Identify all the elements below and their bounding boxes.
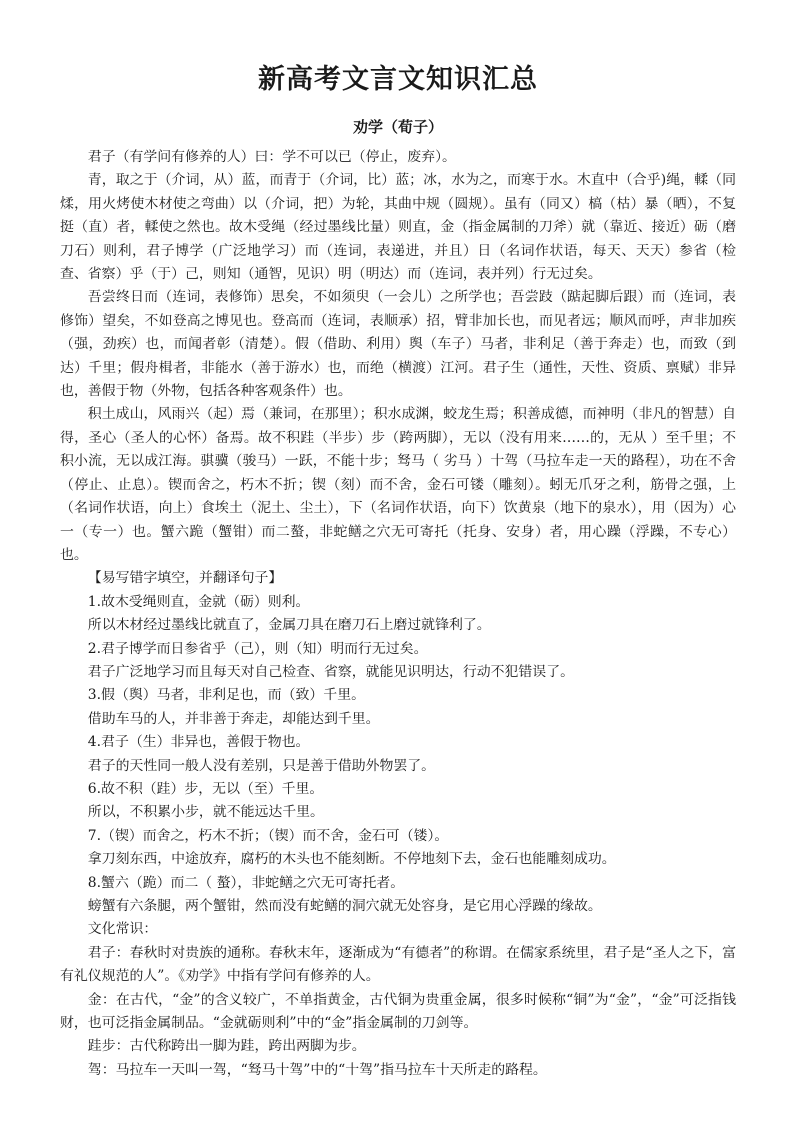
document-title: 新高考文言文知识汇总: [258, 64, 538, 95]
exercise-translation: 拿刀刻东西，中途放弃，腐朽的木头也不能刻断。不停地刻下去，金石也能雕刻成功。: [87, 851, 616, 868]
culture-note: 驾：马拉车一天叫一驾，“驽马十驾”中的“十驾”指马拉车十天所走的路程。: [87, 1061, 547, 1078]
section-subtitle: 劝学（荀子）: [352, 118, 443, 136]
paragraph: 青，取之于（介词，从）蓝，而青于（介词，比）蓝；冰，水为之，而寒于水。木直中（合乎)绳，輮（同煣，用火烤使木材使之弯曲）以（介词，把）为轮，其曲中规（圆规）。虽有（同又）槁（枯）暴（晒），不复挺（直）者，輮使之然也。故木受绳（经过墨线比量）则直，金（指金属制的刀斧）就（靠近、接近）砺（磨刀石）则利，君子博学（广泛地学习）而（连词，表递进，并且）日（名词作状语，每天、天天）参省（检查、省察）乎（于）己，则知（通智，见识）明（明达）而（连词，表并列）行无过矣。: [60, 172, 736, 283]
paragraph: 君子（有学问有修养的人）曰：学不可以已（停止，废弃）。: [87, 149, 456, 165]
exercise-translation: 君子的天性同一般人没有差别，只是善于借助外物罢了。: [87, 757, 436, 774]
exercise-item: 6.故不积（跬）步，无以（至）千里。: [87, 780, 324, 797]
exercise-item: 4.君子（生）非异也，善假于物也。: [87, 734, 310, 751]
paragraph: 吾尝终日而（连词，表修饰）思矣，不如须臾（一会儿）之所学也；吾尝跂（踮起脚后跟）而（连词，表修饰）望矣，不如登高之博见也。登高而（连词，表顺承）招，臂非加长也，而见者远；顺风而呼，声非加疾（强，劲疾）也，而闻者彰（清楚）。假（借助、利用）舆（车子）马者，非利足（善于奔走）也，而致（到达）千里；假舟楫者，非能水（善于游水）也，而绝（横渡）江河。君子生（通性，天性、资质、禀赋）非异也，善假于物（外物，包括各种客观条件）也。: [60, 289, 736, 400]
culture-note: 跬步：古代称跨出一脚为跬，跨出两脚为步。: [87, 1038, 366, 1055]
exercise-translation: 螃蟹有六条腿，两个蟹钳，然而没有蛇鳝的洞穴就无处容身，是它用心浮躁的缘故。: [87, 898, 602, 914]
exercise-item: 3.假（舆）马者，非利足也，而（致）千里。: [87, 687, 365, 704]
culture-heading: 文化常识：: [87, 921, 158, 938]
culture-note: 金：在古代，“金”的含义较广，不单指黄金，古代铜为贵重金属，很多时候称“铜”为“金”，“金”可泛指钱财，也可泛指金属制品。“金就砺则利”中的“金”指金属制的刀剑等。: [60, 991, 736, 1032]
exercise-item: 2.君子博学而日参省乎（己），则（知）明而行无过矣。: [87, 640, 428, 657]
exercise-item: 7.（锲）而舍之，朽木不折；（锲）而不舍，金石可（镂）。: [87, 827, 449, 844]
exercise-translation: 所以，不积累小步，就不能远达千里。: [87, 804, 324, 821]
paragraph: 积土成山，风雨兴（起）焉（兼词，在那里）；积水成渊，蛟龙生焉；积善成德，而神明（非凡的智慧）自得，圣心（圣人的心怀）备焉。故不积跬（半步）步（跨两脚），无以（没有用来……的，无从 ）至千里；不积小流，无以成江海。骐骥（骏马）一跃，不能十步；驽马（ 劣马 ）十驾（马拉车走一天的路程），功在不舍（停止、止息）。锲而舍之，朽木不折；锲（刻）而不舍，金石可镂（雕刻）。蚓无爪牙之利，筋骨之强，上（名词作状语，向上）食埃土（泥土、尘土），下（名词作状语，向下）饮黄泉（地下的泉水），用（因为）心一（专一）也。蟹六跪（蟹钳）而二螯，非蛇鳝之穴无可寄托（托身、安身）者，用心躁（浮躁，不专心）也。: [60, 406, 736, 563]
exercise-heading: 【易写错字填空，并翻译句子】: [87, 570, 283, 587]
culture-note: 君子：春秋时对贵族的通称。春秋末年，逐渐成为“有德者”的称谓。在儒家系统里，君子是“圣人之下，富有礼仪规范的人”。《劝学》中指有学问有修养的人。: [60, 944, 736, 985]
exercise-translation: 君子广泛地学习而且每天对自己检查、省察，就能见识明达，行动不犯错误了。: [87, 663, 574, 680]
exercise-item: 8.蟹六（跪）而二（ 螯），非蛇鳝之穴无可寄托者。: [87, 874, 405, 891]
exercise-translation: 借助车马的人，并非善于奔走，却能达到千里。: [87, 710, 380, 727]
exercise-item: 1.故木受绳则直，金就（砺）则利。: [87, 593, 310, 610]
exercise-translation: 所以木材经过墨线比就直了，金属刀具在磨刀石上磨过就锋利了。: [87, 617, 491, 634]
document-body: [60, 146, 736, 1082]
document-page: [60, 58, 736, 1082]
